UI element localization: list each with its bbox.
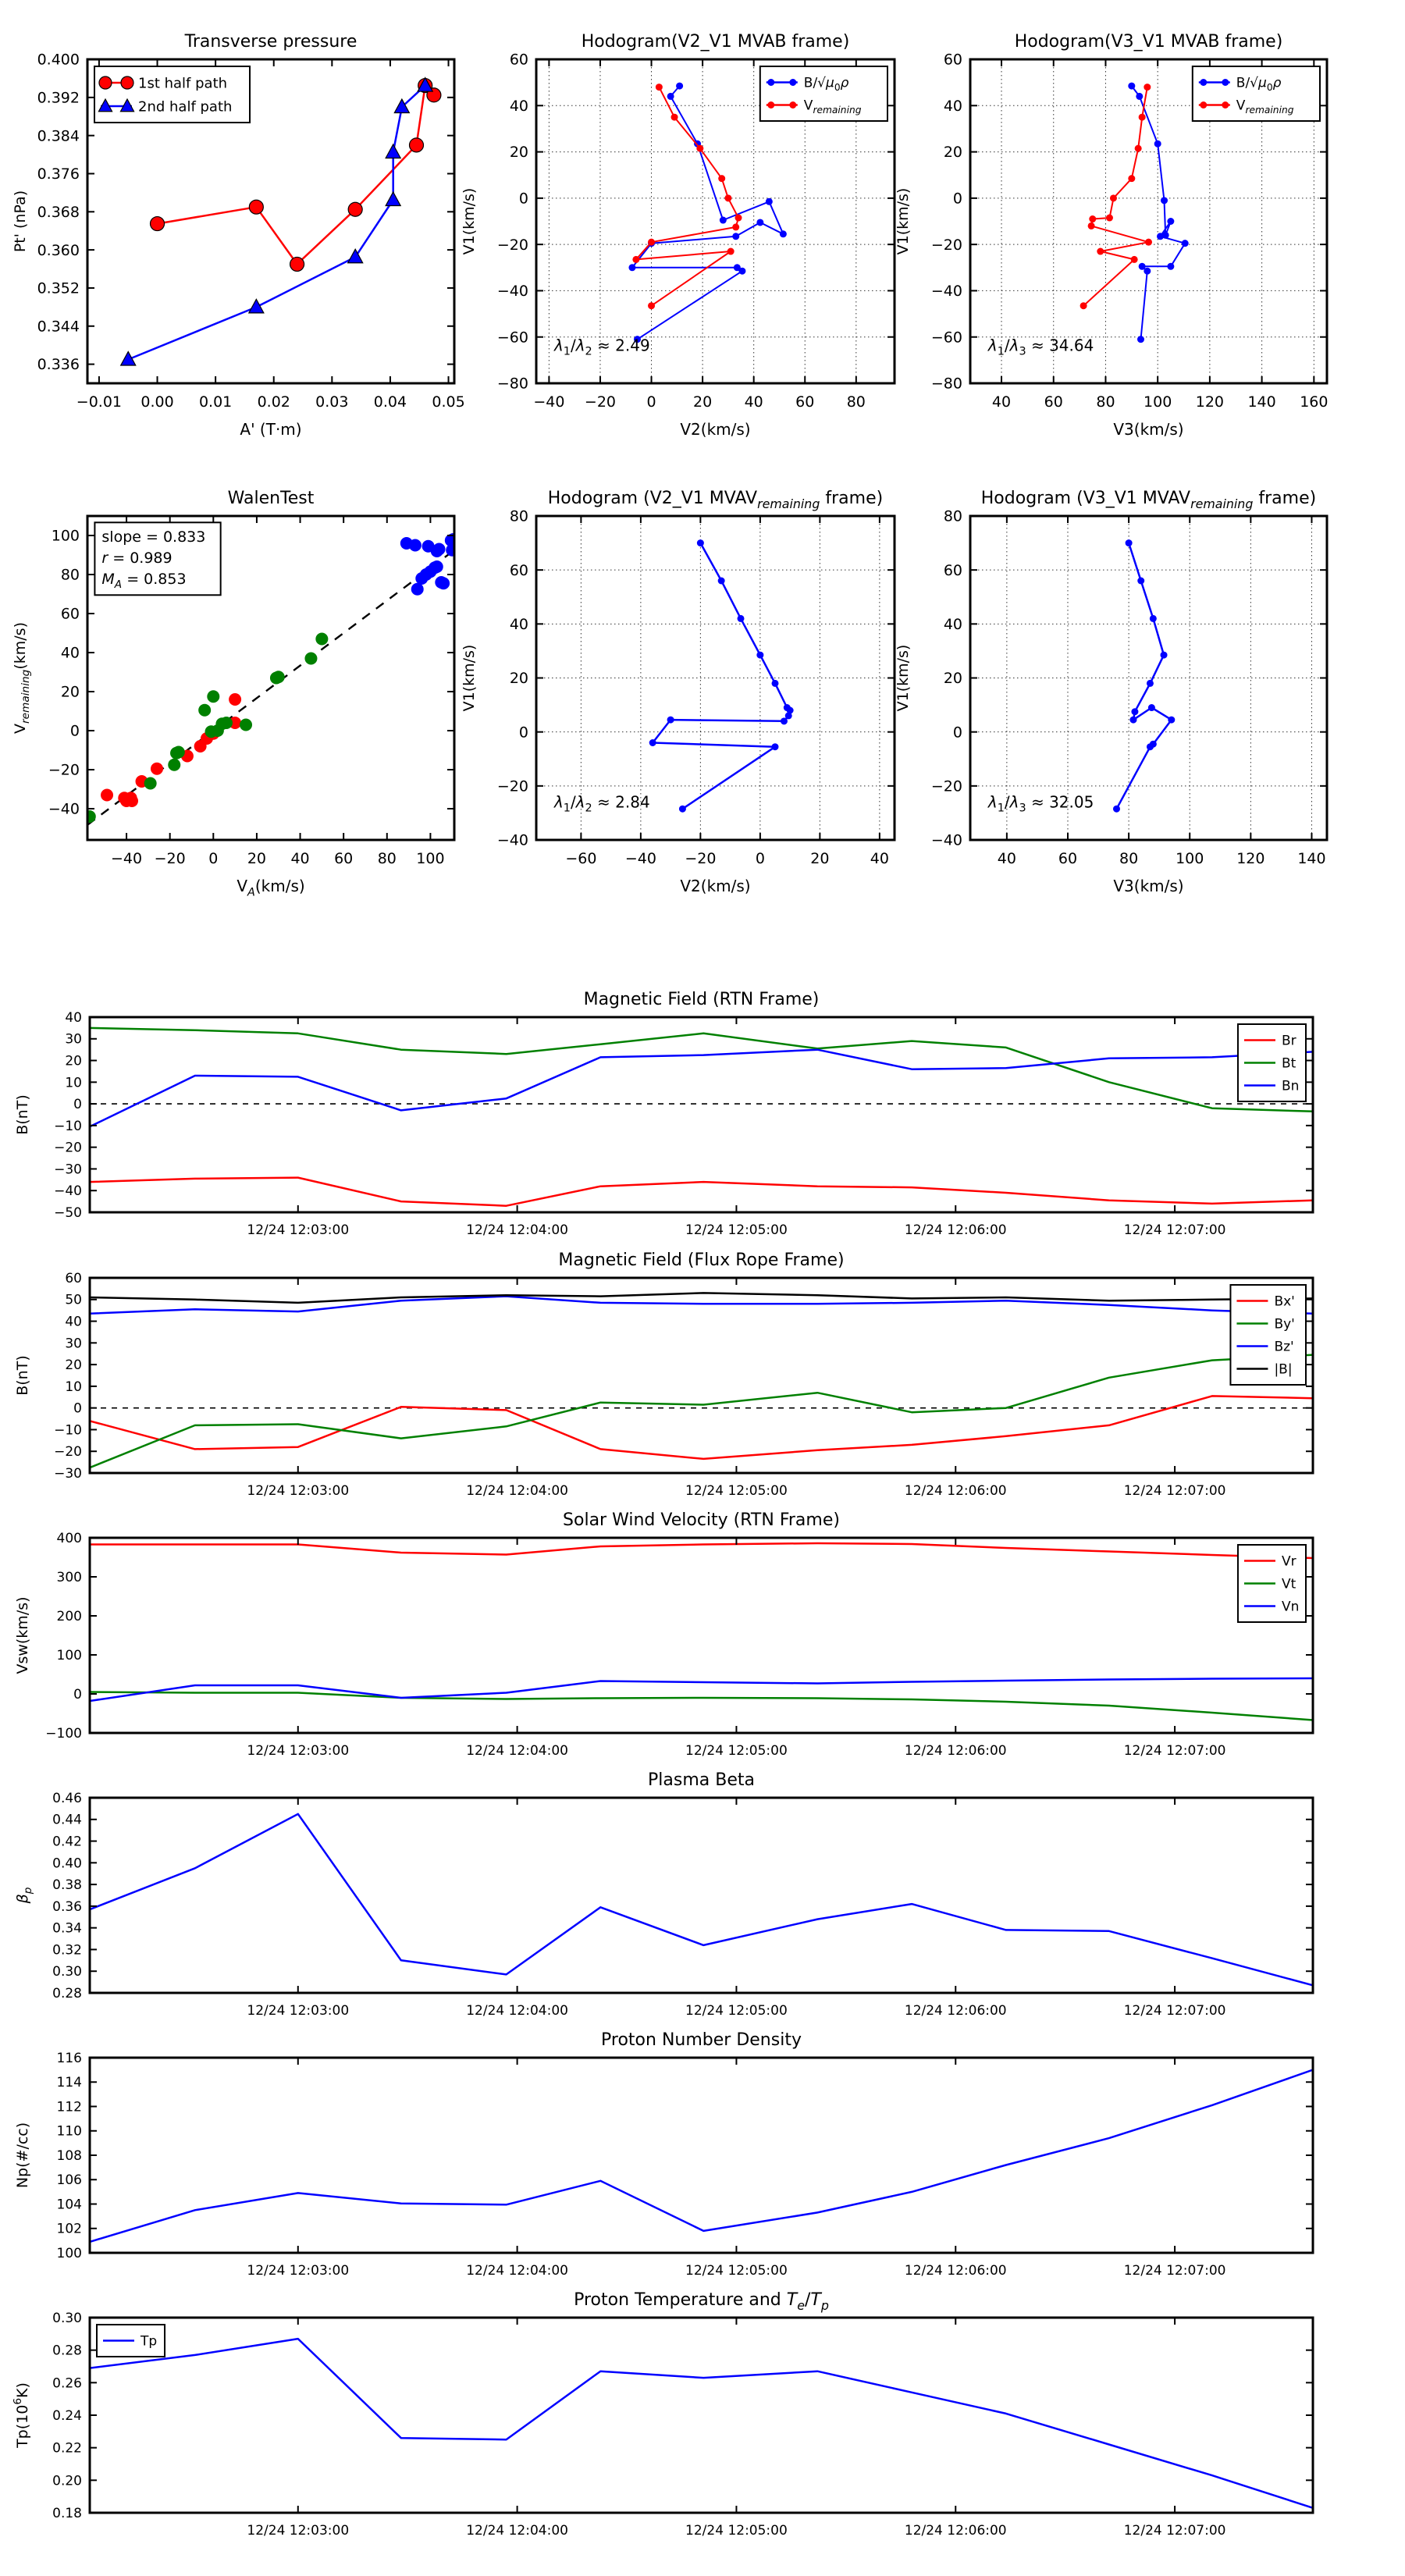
svg-text:0: 0 <box>755 850 765 867</box>
svg-text:Bz': Bz' <box>1274 1339 1294 1355</box>
svg-text:Vremaining: $V_{remaining}$ <box>1236 98 1294 116</box>
series-Tp <box>90 2339 1313 2508</box>
svg-text:12/24 12:03:00: 12/24 12:03:00 <box>247 2003 350 2019</box>
svg-text:12/24 12:06:00: 12/24 12:06:00 <box>904 1743 1007 1759</box>
svg-text:0.28: 0.28 <box>52 1985 82 2001</box>
svg-text:20: 20 <box>247 850 267 867</box>
svg-text:−20: −20 <box>496 236 528 254</box>
svg-text:−40: −40 <box>533 393 565 411</box>
svg-text:Bt: Bt <box>1281 1055 1297 1072</box>
svg-text:βp: $\beta_p$ <box>14 1887 35 1904</box>
svg-text:0.352: 0.352 <box>37 279 80 297</box>
svg-text:120: 120 <box>1236 850 1265 867</box>
svg-text:Plasma Beta: Plasma Beta <box>648 1770 755 1790</box>
series-Vt <box>90 1692 1313 1720</box>
svg-text:0.00: 0.00 <box>140 393 174 411</box>
svg-hodo_v3_mvab <box>869 12 1397 457</box>
svg-text:−30: −30 <box>54 1162 82 1178</box>
svg-text:Tp(106K): $Tp(10^6K)$ <box>12 2382 31 2448</box>
svg-text:−20: −20 <box>54 1140 82 1156</box>
svg-text:By': By' <box>1274 1316 1295 1332</box>
annotation-hodo_v2_mvab <box>553 336 650 358</box>
svg-text:80: 80 <box>1096 393 1115 411</box>
legend-hodo_v3_mvab <box>1193 66 1320 121</box>
svg-text:60: 60 <box>65 1270 82 1286</box>
svg-text:400: 400 <box>56 1530 82 1546</box>
svg-text:100: 100 <box>1144 393 1172 411</box>
svg-text:0.368: 0.368 <box>37 203 80 221</box>
svg-text:0.18: 0.18 <box>52 2505 82 2521</box>
svg-text:12/24 12:07:00: 12/24 12:07:00 <box>1123 1483 1226 1499</box>
series-Np <box>90 2070 1313 2242</box>
svg-text:−0.01: −0.01 <box>76 393 123 411</box>
chart-proton-temperature <box>0 2271 1383 2576</box>
svg-text:40: 40 <box>509 97 528 115</box>
svg-text:12/24 12:06:00: 12/24 12:06:00 <box>904 1483 1007 1499</box>
chart-hodogram-v3v1-mvav <box>869 469 1397 914</box>
svg-text:12/24 12:03:00: 12/24 12:03:00 <box>247 2523 350 2539</box>
svg-text:120: 120 <box>1195 393 1225 411</box>
svg-text:0.30: 0.30 <box>52 2310 82 2326</box>
plot-area-b_fr <box>90 1293 1313 1468</box>
svg-text:60: 60 <box>1058 850 1078 867</box>
svg-text:40: 40 <box>943 97 962 115</box>
svg-text:20: 20 <box>509 670 528 688</box>
annotation-hodo_v3_mvav <box>987 792 1094 814</box>
svg-text:12/24 12:07:00: 12/24 12:07:00 <box>1123 2263 1226 2279</box>
svg-text:Hodogram(V2_V1 MVAB frame): Hodogram(V2_V1 MVAB frame) <box>581 32 850 52</box>
svg-text:12/24 12:03:00: 12/24 12:03:00 <box>247 1743 350 1759</box>
svg-text:80: 80 <box>846 393 866 411</box>
svg-text:−40: −40 <box>48 800 80 818</box>
svg-text:12/24 12:07:00: 12/24 12:07:00 <box>1123 1743 1226 1759</box>
svg-text:−80: −80 <box>496 375 528 393</box>
svg-text:−20: −20 <box>930 777 962 795</box>
svg-text:40: 40 <box>943 615 962 633</box>
svg-text:12/24 12:07:00: 12/24 12:07:00 <box>1123 2523 1226 2539</box>
series-Br <box>90 1178 1313 1206</box>
svg-text:Bn: Bn <box>1281 1078 1300 1094</box>
svg-text:B/√μ0ρ: $B/√\mu_0\rho$ <box>1236 75 1282 94</box>
svg-text:0.44: 0.44 <box>52 1812 82 1828</box>
svg-text:0: 0 <box>73 1686 82 1703</box>
svg-text:60: 60 <box>334 850 354 867</box>
annotation-hodo_v2_mvav <box>553 792 650 814</box>
svg-text:Magnetic Field (RTN Frame): Magnetic Field (RTN Frame) <box>583 990 820 1009</box>
svg-text:0: 0 <box>69 722 80 740</box>
svg-text:12/24 12:03:00: 12/24 12:03:00 <box>247 1483 350 1499</box>
svg-text:slope = 0.833: slope = 0.833 <box>101 528 206 546</box>
series-Bt <box>90 1028 1313 1112</box>
svg-text:−50: −50 <box>54 1204 82 1221</box>
svg-text:V1(km/s): V1(km/s) <box>461 187 478 255</box>
svg-text:140: 140 <box>1297 850 1326 867</box>
legend-tp <box>97 2325 165 2357</box>
svg-text:−20: −20 <box>685 850 717 867</box>
svg-text:MA = 0.853: $M_A = 0.853$ <box>101 570 187 592</box>
svg-text:0.392: 0.392 <box>37 89 80 107</box>
svg-text:104: 104 <box>56 2197 82 2213</box>
svg-text:12/24 12:05:00: 12/24 12:05:00 <box>685 2003 788 2019</box>
svg-text:12/24 12:03:00: 12/24 12:03:00 <box>247 2263 350 2279</box>
svg-text:0.42: 0.42 <box>52 1834 82 1850</box>
svg-text:40: 40 <box>290 850 310 867</box>
svg-text:12/24 12:04:00: 12/24 12:04:00 <box>466 2003 568 2019</box>
svg-text:λ1/λ2 ≈ 2.84: $\lambda_1/\lambda_2 \approx 2.84$ <box>553 792 650 815</box>
plot-area-b_rtn <box>90 1028 1313 1206</box>
svg-text:12/24 12:04:00: 12/24 12:04:00 <box>466 1222 568 1238</box>
svg-text:−20: −20 <box>48 761 80 779</box>
svg-text:0: 0 <box>73 1400 82 1417</box>
series-|B| <box>90 1293 1313 1303</box>
svg-text:0.36: 0.36 <box>52 1898 82 1915</box>
svg-text:0.40: 0.40 <box>52 1856 82 1872</box>
svg-text:−100: −100 <box>45 1725 82 1742</box>
svg-text:0.360: 0.360 <box>37 241 80 259</box>
series-beta_p <box>90 1814 1313 1986</box>
svg-text:−10: −10 <box>54 1422 82 1439</box>
svg-text:0: 0 <box>952 190 962 208</box>
svg-text:80: 80 <box>509 507 528 525</box>
svg-text:−30: −30 <box>54 1465 82 1482</box>
svg-text:Proton Temperature and Te/Tp: Proton Temperature and $T_e/T_p$ <box>574 2290 829 2313</box>
svg-text:−40: −40 <box>930 283 962 301</box>
svg-text:V3(km/s): V3(km/s) <box>1113 877 1184 895</box>
svg-text:80: 80 <box>60 566 80 584</box>
svg-text:30: 30 <box>65 1031 82 1048</box>
svg-text:−40: −40 <box>496 283 528 301</box>
svg-text:108: 108 <box>56 2147 82 2164</box>
svg-text:Vt: Vt <box>1281 1576 1297 1592</box>
series-V remaining <box>632 84 742 309</box>
svg-text:B/√μ0ρ: $B/√\mu_0\rho$ <box>803 75 849 94</box>
svg-text:−60: −60 <box>496 329 528 347</box>
svg-text:−40: −40 <box>54 1183 82 1200</box>
svg-text:V1(km/s): V1(km/s) <box>461 644 478 712</box>
svg-text:60: 60 <box>509 51 528 69</box>
svg-text:160: 160 <box>1300 393 1329 411</box>
series-Bz' <box>90 1297 1313 1314</box>
svg-text:0.32: 0.32 <box>52 1942 82 1959</box>
svg-text:0.26: 0.26 <box>52 2375 82 2392</box>
svg-text:110: 110 <box>56 2123 82 2140</box>
svg-text:Proton Number Density: Proton Number Density <box>601 2030 802 2050</box>
svg-text:40: 40 <box>65 1009 82 1026</box>
svg-text:12/24 12:05:00: 12/24 12:05:00 <box>685 2523 788 2539</box>
legend-b_rtn <box>1238 1024 1306 1101</box>
svg-text:60: 60 <box>943 561 962 579</box>
series-B/sqrt(mu0 rho) <box>1128 83 1188 343</box>
svg-text:100: 100 <box>56 2245 82 2261</box>
svg-text:−40: −40 <box>111 850 143 867</box>
annotation-walen <box>94 522 220 595</box>
plot-area-vsw <box>90 1543 1313 1720</box>
svg-text:80: 80 <box>943 507 962 525</box>
svg-text:Bx': Bx' <box>1274 1293 1295 1310</box>
svg-text:12/24 12:06:00: 12/24 12:06:00 <box>904 1222 1007 1238</box>
svg-text:0.20: 0.20 <box>52 2473 82 2489</box>
plot-area-np <box>90 2070 1313 2242</box>
svg-text:12/24 12:06:00: 12/24 12:06:00 <box>904 2263 1007 2279</box>
series-V remaining <box>649 539 794 813</box>
svg-text:0.24: 0.24 <box>52 2407 82 2424</box>
svg-tp <box>0 2271 1383 2576</box>
svg-text:−60: −60 <box>930 329 962 347</box>
svg-text:Solar Wind Velocity (RTN Frame: Solar Wind Velocity (RTN Frame) <box>563 1510 840 1530</box>
svg-text:−20: −20 <box>154 850 186 867</box>
svg-text:0: 0 <box>73 1097 82 1113</box>
svg-text:20: 20 <box>509 144 528 162</box>
svg-text:V1(km/s): V1(km/s) <box>895 187 912 255</box>
svg-text:−20: −20 <box>584 393 617 411</box>
svg-text:200: 200 <box>56 1608 82 1624</box>
svg-text:A' (T·m): A' (T·m) <box>240 420 302 439</box>
svg-text:12/24 12:04:00: 12/24 12:04:00 <box>466 2523 568 2539</box>
svg-text:60: 60 <box>795 393 815 411</box>
svg-text:12/24 12:04:00: 12/24 12:04:00 <box>466 1483 568 1499</box>
svg-hodo_v3_mvav <box>869 469 1397 914</box>
svg-text:12/24 12:05:00: 12/24 12:05:00 <box>685 1222 788 1238</box>
svg-text:0.02: 0.02 <box>257 393 290 411</box>
svg-text:0: 0 <box>952 724 962 742</box>
svg-text:40: 40 <box>65 1314 82 1330</box>
svg-text:0: 0 <box>518 190 528 208</box>
svg-text:Tp: Tp <box>140 2333 158 2350</box>
svg-text:0.344: 0.344 <box>37 318 80 336</box>
svg-text:Br: Br <box>1281 1033 1297 1049</box>
svg-text:116: 116 <box>56 2050 82 2066</box>
svg-text:r = 0.989: r = 0.989 <box>101 549 173 567</box>
svg-text:λ1/λ2 ≈ 2.49: $\lambda_1/\lambda_2 \approx 2.49$ <box>553 336 650 358</box>
svg-text:−40: −40 <box>624 850 656 867</box>
svg-text:λ1/λ3 ≈ 32.05: $\lambda_1/\lambda_3 \approx 32.05$ <box>987 792 1094 815</box>
plot-area-hodo_v2_mvav <box>536 516 895 840</box>
svg-text:12/24 12:04:00: 12/24 12:04:00 <box>466 2263 568 2279</box>
svg-text:0.376: 0.376 <box>37 165 80 183</box>
svg-text:80: 80 <box>377 850 397 867</box>
legend-pt <box>94 66 250 123</box>
svg-text:40: 40 <box>997 850 1016 867</box>
svg-text:0: 0 <box>518 724 528 742</box>
svg-text:|B|: |B| <box>1274 1361 1293 1378</box>
svg-text:−20: −20 <box>930 236 962 254</box>
svg-text:100: 100 <box>1176 850 1204 867</box>
series-By' <box>90 1355 1313 1468</box>
svg-text:Vremaining: $V_{remaining}$ <box>803 98 862 116</box>
svg-text:Hodogram (V2_V1 MVAVremaining: Hodogram (V2_V1 $MVAV_{remaining}$ frame) <box>547 489 884 511</box>
svg-text:0.03: 0.03 <box>315 393 349 411</box>
svg-text:12/24 12:07:00: 12/24 12:07:00 <box>1123 2003 1226 2019</box>
svg-text:V2(km/s): V2(km/s) <box>680 420 751 439</box>
series-V remaining <box>1113 539 1175 813</box>
svg-text:0.05: 0.05 <box>432 393 465 411</box>
svg-text:Vn: Vn <box>1281 1599 1300 1615</box>
svg-text:V2(km/s): V2(km/s) <box>680 877 751 895</box>
series-Vr <box>90 1543 1313 1558</box>
svg-text:12/24 12:07:00: 12/24 12:07:00 <box>1123 1222 1226 1238</box>
legend-vsw <box>1238 1545 1306 1622</box>
svg-text:60: 60 <box>1044 393 1063 411</box>
svg-text:−10: −10 <box>54 1118 82 1134</box>
annotation-hodo_v3_mvab <box>987 336 1094 358</box>
svg-text:Np(#/cc): Np(#/cc) <box>14 2122 31 2189</box>
svg-text:12/24 12:06:00: 12/24 12:06:00 <box>904 2523 1007 2539</box>
svg-text:20: 20 <box>65 1357 82 1374</box>
legend-b_fr <box>1230 1285 1306 1385</box>
plot-area-beta <box>90 1814 1313 1986</box>
chart-hodogram-v3v1-mvab <box>869 12 1397 457</box>
svg-text:−80: −80 <box>930 375 962 393</box>
svg-text:Pt' (nPa): Pt' (nPa) <box>12 190 29 253</box>
svg-text:0.30: 0.30 <box>52 1964 82 1980</box>
svg-text:−40: −40 <box>496 831 528 849</box>
svg-text:114: 114 <box>56 2075 82 2091</box>
svg-text:40: 40 <box>744 393 763 411</box>
svg-text:−40: −40 <box>930 831 962 849</box>
svg-text:Vremaining(km/s): $V_{remaining}(km/s)$ <box>12 622 33 734</box>
svg-text:VA(km/s): $V_A(km/s)$ <box>237 877 305 899</box>
svg-text:0.22: 0.22 <box>52 2440 82 2457</box>
svg-text:40: 40 <box>509 615 528 633</box>
svg-text:20: 20 <box>60 683 80 701</box>
svg-text:20: 20 <box>693 393 713 411</box>
svg-text:12/24 12:05:00: 12/24 12:05:00 <box>685 1743 788 1759</box>
svg-text:Vsw(km/s): Vsw(km/s) <box>14 1596 31 1674</box>
svg-text:Magnetic Field (Flux Rope Fram: Magnetic Field (Flux Rope Frame) <box>558 1251 845 1270</box>
svg-text:Hodogram (V3_V1 MVAVremaining: Hodogram (V3_V1 $MVAV_{remaining}$ frame) <box>980 489 1317 511</box>
svg-text:12/24 12:03:00: 12/24 12:03:00 <box>247 1222 350 1238</box>
svg-text:60: 60 <box>509 561 528 579</box>
svg-text:B(nT): B(nT) <box>14 1094 31 1135</box>
svg-text:12/24 12:04:00: 12/24 12:04:00 <box>466 1743 568 1759</box>
svg-text:0.46: 0.46 <box>52 1790 82 1806</box>
svg-text:20: 20 <box>810 850 830 867</box>
plot-area-hodo_v3_mvav <box>970 516 1327 840</box>
svg-text:WalenTest: WalenTest <box>227 489 315 508</box>
svg-text:10: 10 <box>65 1075 82 1091</box>
svg-text:100: 100 <box>416 850 445 867</box>
svg-text:0.400: 0.400 <box>37 51 80 69</box>
svg-text:0: 0 <box>208 850 219 867</box>
plot-area-tp <box>90 2339 1313 2508</box>
svg-text:102: 102 <box>56 2221 82 2237</box>
svg-text:0: 0 <box>646 393 656 411</box>
svg-text:0.38: 0.38 <box>52 1877 82 1894</box>
svg-text:Vr: Vr <box>1281 1553 1297 1570</box>
svg-text:12/24 12:06:00: 12/24 12:06:00 <box>904 2003 1007 2019</box>
svg-text:0.28: 0.28 <box>52 2343 82 2359</box>
svg-text:20: 20 <box>943 670 962 688</box>
svg-text:0.336: 0.336 <box>37 356 80 374</box>
svg-text:12/24 12:05:00: 12/24 12:05:00 <box>685 2263 788 2279</box>
svg-text:−20: −20 <box>54 1444 82 1461</box>
svg-text:40: 40 <box>60 644 80 662</box>
svg-text:10: 10 <box>65 1379 82 1395</box>
svg-text:112: 112 <box>56 2099 82 2115</box>
svg-text:50: 50 <box>65 1292 82 1308</box>
svg-text:0.384: 0.384 <box>37 127 80 145</box>
svg-text:V1(km/s): V1(km/s) <box>895 644 912 712</box>
svg-text:0.34: 0.34 <box>52 1920 82 1937</box>
svg-text:−60: −60 <box>565 850 597 867</box>
svg-text:0.04: 0.04 <box>373 393 407 411</box>
svg-text:80: 80 <box>1119 850 1139 867</box>
svg-text:60: 60 <box>943 51 962 69</box>
svg-text:−20: −20 <box>496 777 528 795</box>
svg-text:300: 300 <box>56 1569 82 1585</box>
svg-text:1st half path: 1st half path <box>138 75 228 92</box>
svg-text:0.01: 0.01 <box>198 393 233 411</box>
svg-text:40: 40 <box>991 393 1012 411</box>
svg-text:106: 106 <box>56 2172 82 2189</box>
svg-text:Transverse pressure: Transverse pressure <box>184 32 357 52</box>
svg-text:100: 100 <box>51 527 80 545</box>
svg-text:40: 40 <box>870 850 889 867</box>
svg-text:V3(km/s): V3(km/s) <box>1113 420 1184 439</box>
svg-text:60: 60 <box>60 605 80 623</box>
series-V remaining <box>1080 84 1152 309</box>
svg-text:Hodogram(V3_V1 MVAB frame): Hodogram(V3_V1 MVAB frame) <box>1014 32 1283 52</box>
svg-text:2nd half path: 2nd half path <box>138 98 233 116</box>
svg-text:B(nT): B(nT) <box>14 1355 31 1396</box>
svg-text:12/24 12:05:00: 12/24 12:05:00 <box>685 1483 788 1499</box>
svg-text:λ1/λ3 ≈ 34.64: $\lambda_1/\lambda_3 \approx 34.64$ <box>987 336 1094 358</box>
svg-text:100: 100 <box>56 1647 82 1663</box>
svg-text:20: 20 <box>943 144 962 162</box>
svg-text:30: 30 <box>65 1336 82 1352</box>
svg-text:140: 140 <box>1247 393 1276 411</box>
svg-text:20: 20 <box>65 1053 82 1069</box>
